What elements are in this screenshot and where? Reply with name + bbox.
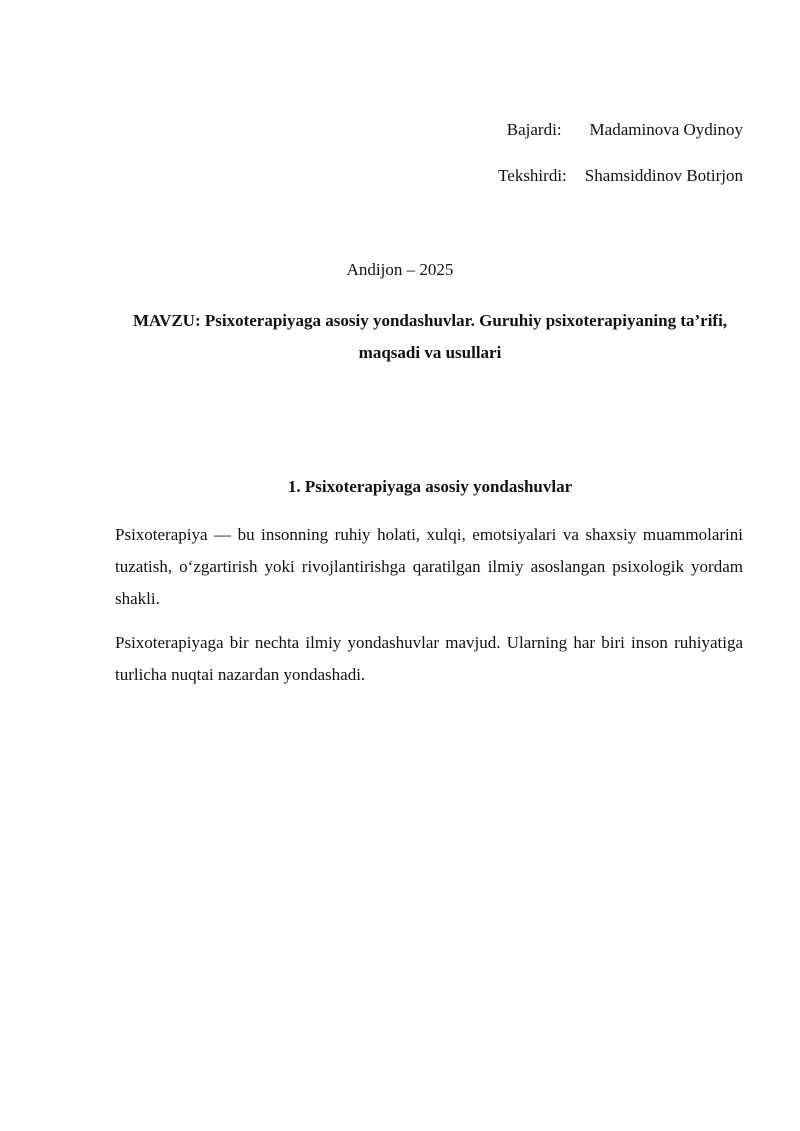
checked-by-row: [498, 166, 743, 212]
checked-by-label: Tekshirdi:: [498, 166, 567, 185]
performed-by-label: Bajardi:: [506, 120, 562, 139]
performed-by-name: Madaminova Oydinoy: [589, 120, 743, 139]
body-paragraph: Psixoterapiyaga bir nechta ilmiy yondashuvlar mavjud. Ularning har biri inson ruhiyatiga turlicha nuqtai nazardan yondashadi.: [115, 633, 743, 684]
city-year: Andijon – 2025: [346, 260, 454, 279]
performed-by-row: [498, 120, 743, 166]
signature-block: [498, 120, 743, 212]
checked-by-name: Shamsiddinov Botirjon: [584, 166, 743, 185]
section-heading: 1. Psixoterapiyaga asosiy yondashuvlar: [287, 477, 573, 496]
body-paragraph: Psixoterapiya — bu insonning ruhiy holati, xulqi, emotsiyalari va shaxsiy muammolarini tuzatish, o‘zgartirish yoki rivojlantirishga qaratilgan ilmiy asoslangan psixologik yordam shakli.: [115, 525, 743, 608]
topic-title: MAVZU: Psixoterapiyaga asosiy yondashuvlar. Guruhiy psixoterapiyaning ta’rifi, maqsadi va usullari: [132, 311, 728, 362]
section-body: [115, 519, 743, 703]
